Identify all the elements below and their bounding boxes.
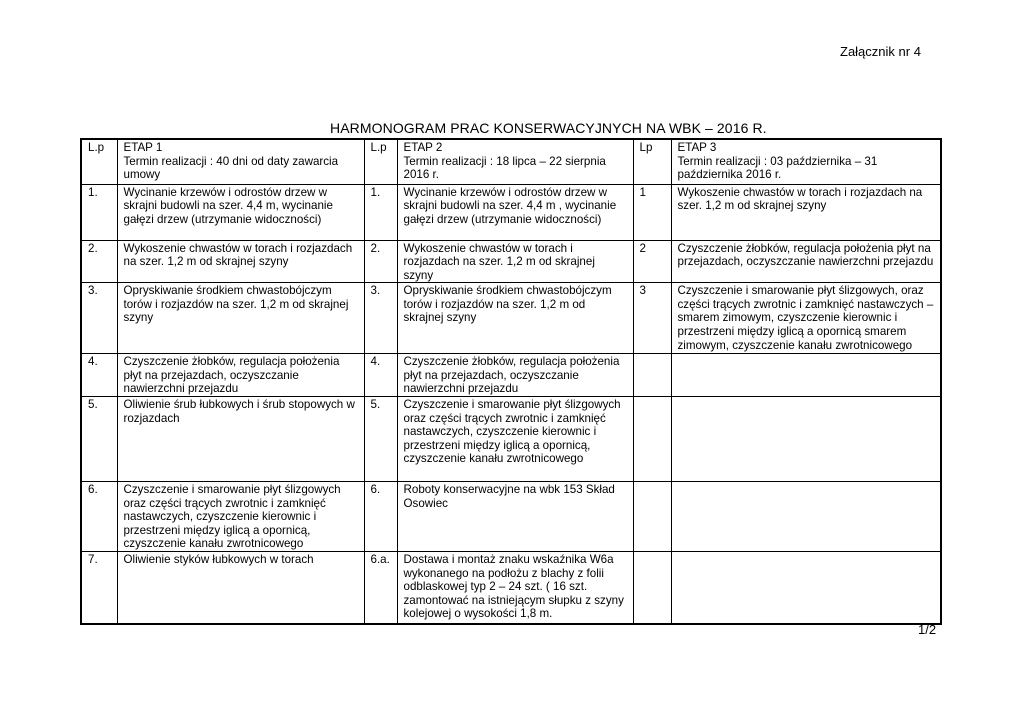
document-title: HARMONOGRAM PRAC KONSERWACYJNYCH NA WBK – 2016 R.: [330, 120, 767, 136]
cell-etap3-task: Czyszczenie i smarowanie płyt ślizgowych, oraz części trących zwrotnic i zamknięć nastawczych – smarem zimowym, czyszczenie kierownic i przestrzeni między iglicą a opornicą smarem zimowym, czyszczenie kanału zwrotnicowego: [671, 283, 941, 354]
cell-etap1-task: Wykoszenie chwastów w torach i rozjazdach na szer. 1,2 m od skrajnej szyny: [117, 240, 364, 283]
cell-etap2-lp: 3.: [364, 283, 397, 354]
cell-etap1-task: Oliwienie styków łubkowych w torach: [117, 552, 364, 624]
header-etap3-term: Termin realizacji : 03 października – 31 października 2016 r.: [677, 154, 878, 182]
cell-etap3-task: [671, 552, 941, 624]
cell-etap3-task: Wykoszenie chwastów w torach i rozjazdach na szer. 1,2 m od skrajnej szyny: [671, 184, 941, 240]
header-lp-etap3: Lp: [633, 139, 671, 184]
header-etap1: [117, 139, 364, 184]
header-lp-etap1: L.p: [81, 139, 117, 184]
cell-etap2-lp: 5.: [364, 397, 397, 482]
cell-etap2-task: Czyszczenie żłobków, regulacja położenia płyt na przejazdach, oczyszczanie nawierzchni przejazdu: [397, 354, 633, 397]
header-etap2: [397, 139, 633, 184]
cell-etap3-lp: [633, 397, 671, 482]
header-etap1-stage: ETAP 1: [123, 141, 163, 154]
header-etap2-term: Termin realizacji : 18 lipca – 22 sierpnia 2016 r.: [403, 154, 606, 182]
cell-etap3-lp: 1: [633, 184, 671, 240]
cell-etap2-task: Opryskiwanie środkiem chwastobójczym torów i rozjazdów na szer. 1,2 m od skrajnej szyny: [397, 283, 633, 354]
header-row: [81, 139, 941, 184]
cell-etap1-lp: 5.: [81, 397, 117, 482]
table-row: [81, 240, 941, 283]
cell-etap1-lp: 7.: [81, 552, 117, 624]
cell-etap3-task: Czyszczenie żłobków, regulacja położenia płyt na przejazdach, oczyszczanie nawierzchni przejazdu: [671, 240, 941, 283]
schedule-table: [80, 138, 942, 625]
cell-etap1-lp: 2.: [81, 240, 117, 283]
cell-etap2-task: Wykoszenie chwastów w torach i rozjazdach na szer. 1,2 m od skrajnej szyny: [397, 240, 633, 283]
table-row: [81, 184, 941, 240]
cell-etap1-lp: 6.: [81, 482, 117, 552]
cell-etap2-lp: 6.: [364, 482, 397, 552]
cell-etap2-task: Wycinanie krzewów i odrostów drzew w skrajni budowli na szer. 4,4 m , wycinanie gałęzi drzew (utrzymanie widoczności): [397, 184, 633, 240]
cell-etap3-task: [671, 397, 941, 482]
table-row: [81, 552, 941, 624]
header-etap1-term: Termin realizacji : 40 dni od daty zawarcia umowy: [123, 154, 339, 182]
header-etap3: [671, 139, 941, 184]
cell-etap1-lp: 3.: [81, 283, 117, 354]
cell-etap1-task: Opryskiwanie środkiem chwastobójczym torów i rozjazdów na szer. 1,2 m od skrajnej szyny: [117, 283, 364, 354]
cell-etap3-task: [671, 354, 941, 397]
cell-etap1-task: Oliwienie śrub łubkowych i śrub stopowych w rozjazdach: [117, 397, 364, 482]
header-etap2-stage: ETAP 2: [403, 141, 443, 154]
cell-etap1-task: Czyszczenie żłobków, regulacja położenia płyt na przejazdach, oczyszczanie nawierzchni przejazdu: [117, 354, 364, 397]
cell-etap2-lp: 1.: [364, 184, 397, 240]
cell-etap1-task: Wycinanie krzewów i odrostów drzew w skrajni budowli na szer. 4,4 m, wycinanie gałęzi drzew (utrzymanie widoczności): [117, 184, 364, 240]
cell-etap2-task: Dostawa i montaż znaku wskaźnika W6a wykonanego na podłożu z blachy z folii odblaskowej typ 2 – 24 szt. ( 16 szt. zamontować na istniejącym słupku z szyny kolejowej o wysokości 1,8 m.: [397, 552, 633, 624]
cell-etap2-lp: 2.: [364, 240, 397, 283]
cell-etap1-lp: 1.: [81, 184, 117, 240]
table-row: [81, 482, 941, 552]
cell-etap2-lp: 6.a.: [364, 552, 397, 624]
cell-etap3-lp: 2: [633, 240, 671, 283]
cell-etap1-lp: 4.: [81, 354, 117, 397]
cell-etap2-lp: 4.: [364, 354, 397, 397]
cell-etap3-lp: 3: [633, 283, 671, 354]
table-row: [81, 283, 941, 354]
attachment-label: Załącznik nr 4: [840, 44, 921, 59]
page-number: 1/2: [918, 622, 937, 637]
cell-etap3-lp: [633, 552, 671, 624]
cell-etap1-task: Czyszczenie i smarowanie płyt ślizgowych oraz części trących zwrotnic i zamknięć nastawczych, czyszczenie kierownic i przestrzeni między iglicą a opornicą, czyszczenie kanału zwrotnicowego: [117, 482, 364, 552]
cell-etap2-task: Czyszczenie i smarowanie płyt ślizgowych oraz części trących zwrotnic i zamknięć nastawczych, czyszczenie kierownic i przestrzeni między iglicą a opornicą, czyszczenie kanału zwrotnicowego: [397, 397, 633, 482]
cell-etap3-lp: [633, 482, 671, 552]
cell-etap3-task: [671, 482, 941, 552]
header-etap3-stage: ETAP 3: [677, 141, 717, 154]
cell-etap3-lp: [633, 354, 671, 397]
cell-etap2-task: Roboty konserwacyjne na wbk 153 Skład Osowiec: [397, 482, 633, 552]
table-row: [81, 354, 941, 397]
table-row: [81, 397, 941, 482]
header-lp-etap2: L.p: [364, 139, 397, 184]
